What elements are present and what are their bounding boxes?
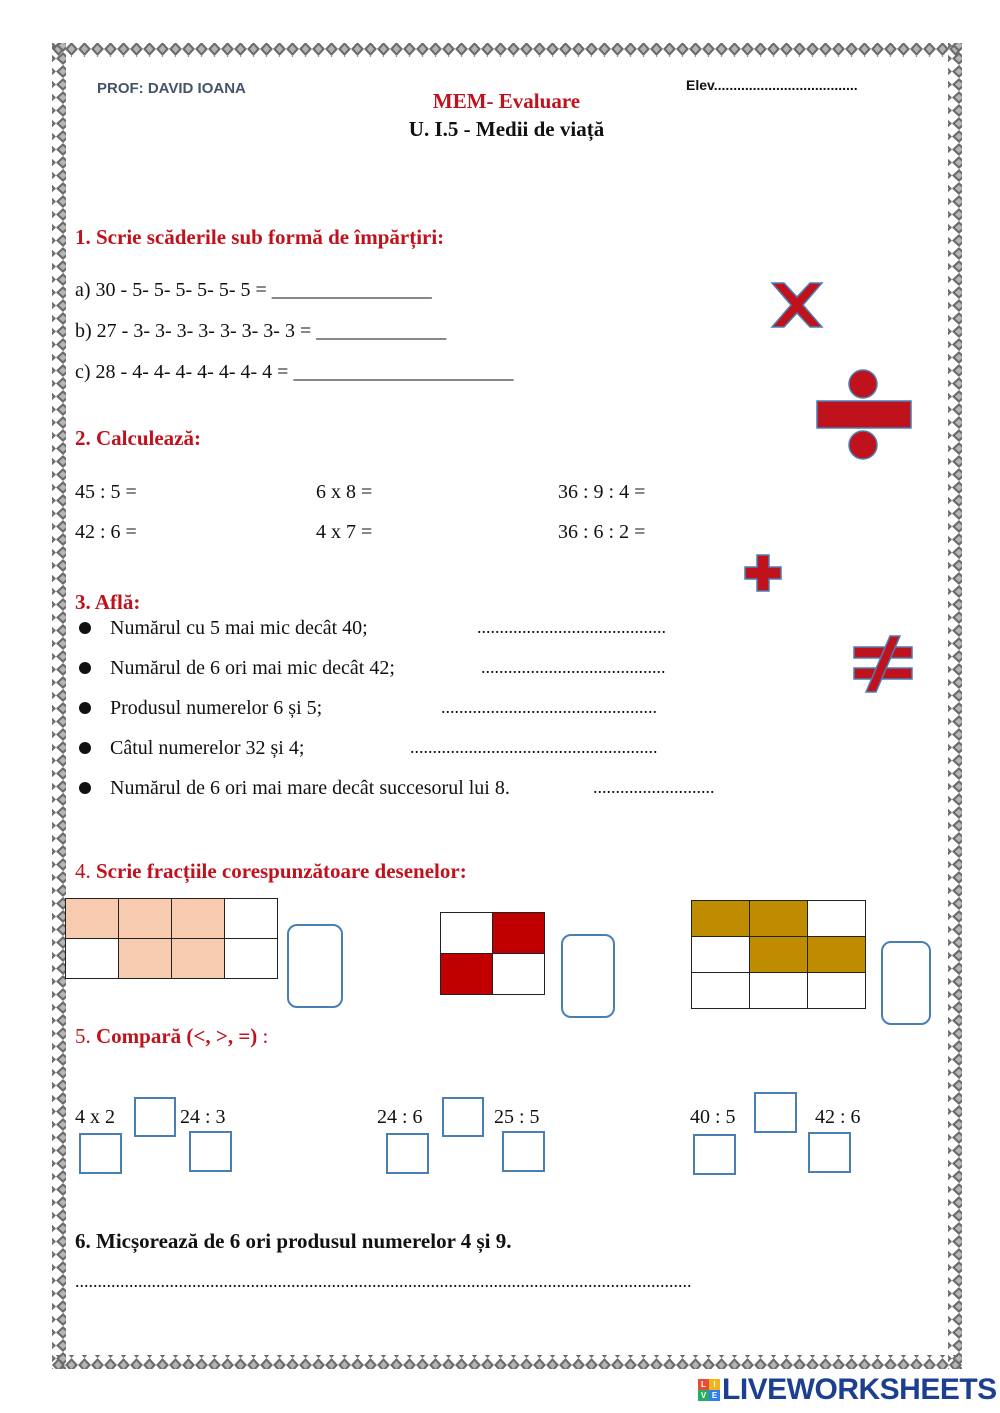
find-item-text: Numărul de 6 ori mai mare decât succesorul lui 8.	[110, 777, 510, 799]
section-1-title: 1. Scrie scăderile sub formă de împărțiri:	[75, 225, 445, 249]
calc-item[interactable]: 6 x 8 =	[316, 481, 373, 503]
answer-field[interactable]: .......................................................	[410, 737, 658, 757]
divide-icon	[814, 368, 914, 462]
compare-left: 40 : 5	[690, 1106, 736, 1128]
student-name-field[interactable]: Elev.....................................	[686, 77, 858, 93]
section-6-answer-line[interactable]: .........................................................................................................................................	[75, 1271, 692, 1291]
section-4-number: 4.	[75, 859, 91, 883]
compare-right: 25 : 5	[494, 1106, 540, 1128]
compare-result-box[interactable]	[693, 1134, 736, 1175]
fraction-answer-box[interactable]	[561, 934, 615, 1018]
fraction-figure-2	[440, 912, 545, 995]
compare-left: 4 x 2	[75, 1106, 115, 1128]
watermark-logo	[698, 1379, 720, 1401]
logo-letter: L	[698, 1379, 709, 1390]
fraction-answer-box[interactable]	[287, 924, 343, 1008]
fraction-figure-1	[65, 898, 278, 979]
watermark-text: LIVEWORKSHEETS	[722, 1373, 997, 1406]
section-2-title: 2. Calculează:	[75, 426, 201, 450]
exercise-1a[interactable]: a) 30 - 5- 5- 5- 5- 5- 5 = ________________	[75, 279, 432, 301]
section-5-title	[75, 1024, 268, 1049]
calc-item[interactable]: 42 : 6 =	[75, 521, 137, 543]
teacher-name: PROF: DAVID IOANA	[97, 80, 246, 97]
compare-left: 24 : 6	[377, 1106, 423, 1128]
find-item-text: Câtul numerelor 32 și 4;	[110, 737, 305, 759]
section-6-title: 6. Micșorează de 6 ori produsul numerelor 4 și 9.	[75, 1229, 512, 1253]
calc-item[interactable]: 36 : 6 : 2 =	[558, 521, 646, 543]
section-5-colon: :	[262, 1024, 269, 1048]
section-3-title: 3. Află:	[75, 590, 141, 614]
exercise-1c[interactable]: c) 28 - 4- 4- 4- 4- 4- 4- 4 = ______________________	[75, 361, 514, 383]
bullet-icon	[79, 662, 91, 674]
bullet-icon	[79, 742, 91, 754]
logo-letter: E	[709, 1390, 720, 1401]
answer-field[interactable]: ................................................	[441, 697, 657, 717]
logo-letter: I	[709, 1379, 720, 1390]
fraction-answer-box[interactable]	[881, 941, 931, 1025]
multiply-icon	[766, 279, 828, 331]
bullet-icon	[79, 782, 91, 794]
logo-letter: V	[698, 1390, 709, 1401]
compare-result-box[interactable]	[502, 1131, 545, 1172]
calc-item[interactable]: 45 : 5 =	[75, 481, 137, 503]
compare-result-box[interactable]	[189, 1131, 232, 1172]
not-equal-icon	[850, 634, 916, 694]
find-item-text: Numărul cu 5 mai mic decât 40;	[110, 617, 368, 639]
compare-sign-box[interactable]	[754, 1092, 797, 1133]
bullet-icon	[79, 622, 91, 634]
exercise-1b[interactable]: b) 27 - 3- 3- 3- 3- 3- 3- 3- 3 = _____________	[75, 320, 447, 342]
find-item-text: Numărul de 6 ori mai mic decât 42;	[110, 657, 395, 679]
compare-result-box[interactable]	[79, 1133, 122, 1174]
answer-field[interactable]: .........................................	[481, 657, 666, 677]
bullet-icon	[79, 702, 91, 714]
section-5-text: Compară (<, >, =)	[96, 1024, 258, 1048]
section-4-title	[75, 859, 467, 884]
answer-field[interactable]: ...........................	[593, 777, 715, 797]
find-item-text: Produsul numerelor 6 și 5;	[110, 697, 323, 719]
section-5-number: 5.	[75, 1024, 91, 1048]
compare-result-box[interactable]	[386, 1133, 429, 1174]
compare-sign-box[interactable]	[134, 1097, 176, 1137]
plus-icon	[743, 553, 783, 593]
compare-result-box[interactable]	[808, 1132, 851, 1173]
calc-item[interactable]: 4 x 7 =	[316, 521, 373, 543]
compare-sign-box[interactable]	[442, 1097, 484, 1137]
calc-item[interactable]: 36 : 9 : 4 =	[558, 481, 646, 503]
compare-right: 42 : 6	[815, 1106, 861, 1128]
answer-field[interactable]: ..........................................	[477, 617, 666, 637]
fraction-figure-3	[691, 900, 866, 1009]
section-4-text: Scrie fracțiile corespunzătoare desenelor:	[96, 859, 467, 883]
compare-right: 24 : 3	[180, 1106, 226, 1128]
page-subtitle: U. I.5 - Medii de viață	[408, 117, 605, 141]
page-title: MEM- Evaluare	[432, 89, 581, 113]
